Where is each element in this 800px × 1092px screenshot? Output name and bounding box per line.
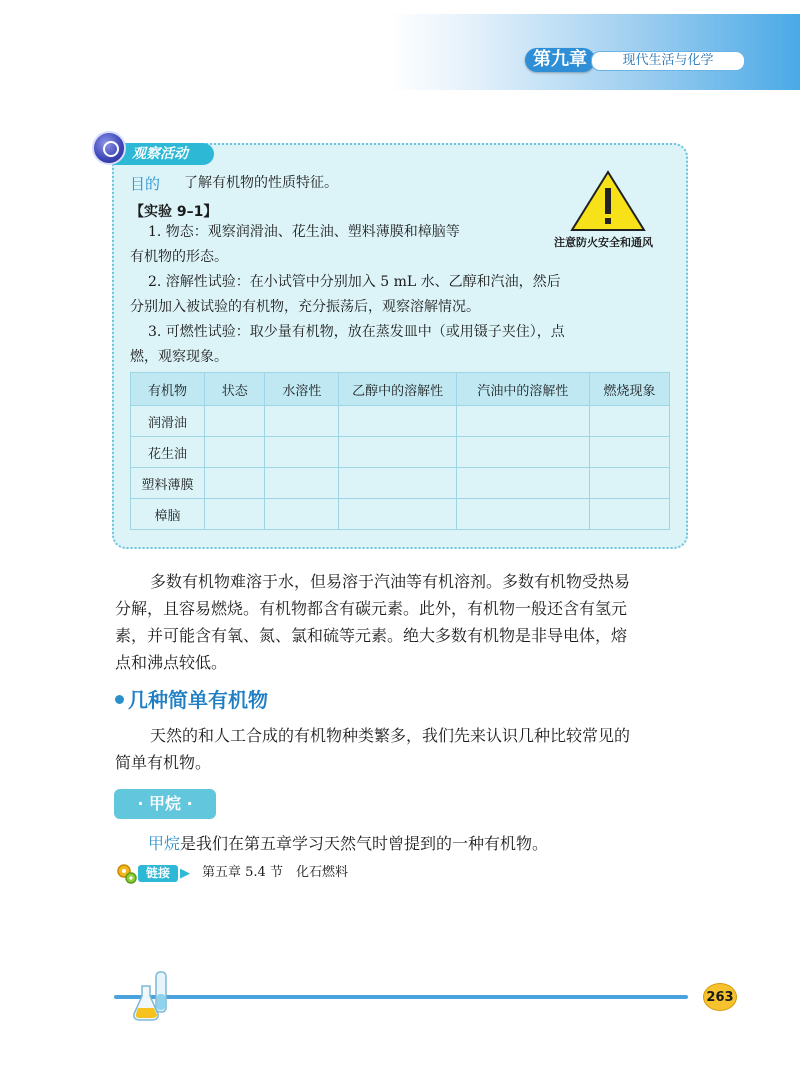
observation-table xyxy=(130,372,670,530)
body-line: 点和沸点较低。 xyxy=(115,653,228,672)
table-header-row xyxy=(131,373,670,406)
row-label: 塑料薄膜 xyxy=(131,468,205,499)
experiment-title: 【实验 9–1】 xyxy=(130,204,218,220)
table-cell xyxy=(339,437,456,468)
warning-triangle-icon xyxy=(570,170,646,232)
triangle-arrow-icon: ▶ xyxy=(180,866,190,881)
link-label: 链接 xyxy=(138,865,178,882)
exp-line: 分别加入被试验的有机物，充分振荡后，观察溶解情况。 xyxy=(130,299,480,315)
magnifier-icon xyxy=(92,131,126,165)
observation-badge xyxy=(92,131,222,171)
exp-line: 有机物的形态。 xyxy=(130,249,228,265)
table-header-cell: 燃烧现象 xyxy=(589,373,669,406)
chapter-number: 第九章 xyxy=(525,48,595,72)
table-cell xyxy=(589,406,669,437)
methane-highlight: 甲烷 xyxy=(148,834,181,853)
table-header-cell: 状态 xyxy=(205,373,265,406)
table-cell xyxy=(339,468,456,499)
table-cell xyxy=(205,406,265,437)
row-label: 润滑油 xyxy=(131,406,205,437)
body-line: 简单有机物。 xyxy=(115,753,212,772)
table-header-cell: 水溶性 xyxy=(265,373,339,406)
observation-label: 观察活动 xyxy=(114,143,214,165)
row-label: 花生油 xyxy=(131,437,205,468)
exp-line: 2. 溶解性试验：在小试管中分别加入 5 mL 水、乙醇和汽油，然后 xyxy=(148,274,561,290)
chapter-pill xyxy=(525,48,761,72)
chapter-title: 现代生活与化学 xyxy=(591,51,745,71)
table-cell xyxy=(265,406,339,437)
methane-text: 是我们在第五章学习天然气时曾提到的一种有机物。 xyxy=(180,834,549,853)
exp-line: 3. 可燃性试验：取少量有机物，放在蒸发皿中（或用镊子夹住），点 xyxy=(148,324,565,340)
table-cell xyxy=(265,499,339,530)
table-cell xyxy=(339,406,456,437)
body-line: 分解，且容易燃烧。有机物都含有碳元素。此外，有机物一般还含有氢元 xyxy=(115,599,628,618)
flask-icon xyxy=(132,968,180,1024)
table-row xyxy=(131,499,670,530)
table-cell xyxy=(456,437,589,468)
table-cell xyxy=(205,437,265,468)
row-label: 樟脑 xyxy=(131,499,205,530)
table-cell xyxy=(456,499,589,530)
link-row[interactable] xyxy=(116,862,416,884)
purpose-text: 了解有机物的性质特征。 xyxy=(184,175,338,191)
table-cell xyxy=(265,437,339,468)
section-bullet-icon xyxy=(115,695,124,704)
purpose-label: 目的 xyxy=(130,175,161,193)
page-number: 263 xyxy=(703,983,737,1011)
section-title: 几种简单有机物 xyxy=(128,688,268,712)
table-cell xyxy=(589,499,669,530)
body-line: 天然的和人工合成的有机物种类繁多，我们先来认识几种比较常见的 xyxy=(150,726,631,745)
body-paragraph xyxy=(115,722,695,776)
link-text[interactable]: 第五章 5.4 节 化石燃料 xyxy=(202,865,348,880)
table-cell xyxy=(456,468,589,499)
table-cell xyxy=(205,468,265,499)
table-header-cell: 汽油中的溶解性 xyxy=(456,373,589,406)
body-line: 素，并可能含有氧、氮、氯和硫等元素。绝大多数有机物是非导电体，熔 xyxy=(115,626,628,645)
gear-icon xyxy=(116,862,138,884)
table-cell xyxy=(205,499,265,530)
table-cell xyxy=(589,468,669,499)
table-row xyxy=(131,437,670,468)
methane-line xyxy=(148,832,548,856)
warning-text: 注意防火安全和通风 xyxy=(554,236,653,249)
exp-line: 燃，观察现象。 xyxy=(130,349,228,365)
table-cell xyxy=(456,406,589,437)
footer-rule xyxy=(114,995,688,999)
body-line: 多数有机物难溶于水，但易溶于汽油等有机溶剂。多数有机物受热易 xyxy=(150,572,631,591)
table-row xyxy=(131,468,670,499)
table-cell xyxy=(339,499,456,530)
table-header-cell: 乙醇中的溶解性 xyxy=(339,373,456,406)
body-paragraph xyxy=(115,568,695,676)
methane-tag: · 甲烷 · xyxy=(114,789,216,819)
table-cell xyxy=(589,437,669,468)
table-cell xyxy=(265,468,339,499)
table-header-cell: 有机物 xyxy=(131,373,205,406)
exp-line: 1. 物态：观察润滑油、花生油、塑料薄膜和樟脑等 xyxy=(148,224,460,240)
table-row xyxy=(131,406,670,437)
